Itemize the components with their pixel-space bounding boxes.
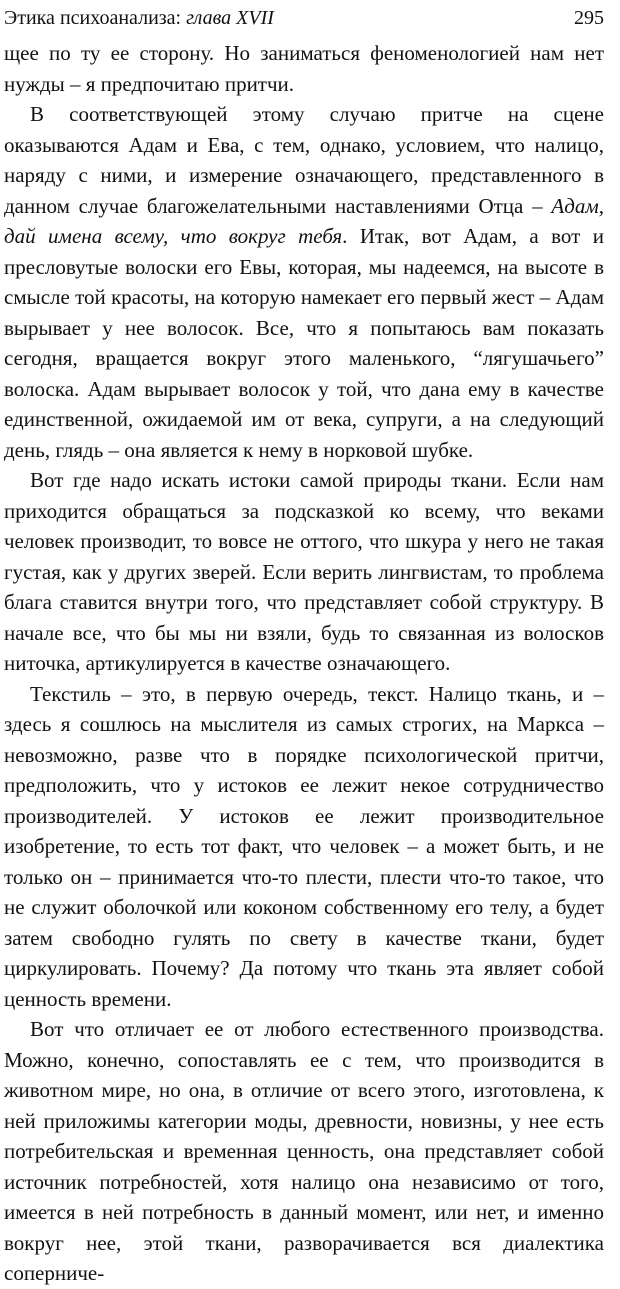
paragraph-4-text: Текстиль – это, в первую очередь, текст. Налицо ткань, и – здесь я сошлюсь на мыслителя из самых строгих, на Маркса – невозможно, разве что в порядке психологической притчи, предположить, что у истоков ее лежит некое сотрудничество производителей. У истоков ее лежит производительное изобретение, то есть тот факт, что человек – а может быть, и не только он – принимается что-то плести, плести что-то такое, что не служит оболочкой или коконом собственному его телу, а будет затем свободно гулять по свету в качестве ткани, будет циркулировать. Почему? Да потому что ткань эта являет собой ценность времени.	[4, 681, 604, 1011]
running-header	[4, 4, 604, 32]
page-number: 295	[574, 7, 604, 29]
book-title: Этика психоанализа:	[4, 7, 187, 29]
running-title	[4, 4, 274, 32]
paragraph-3-text: Вот где надо искать истоки самой природы ткани. Если нам приходится обращаться за подсказкой ко всему, что веками человек производит, то вовсе не оттого, что шкура у него не такая густая, как у других зверей. Если верить лингвистам, то проблема блага ставится внутри того, что представляет собой структуру. В начале все, что бы мы ни взяли, будь то связанная из волосков ниточка, артикулируется в качестве означающего.	[4, 468, 604, 675]
paragraph-2-text-end: . Итак, вот Адам, а вот и пресловутые волоски его Евы, которая, мы надеемся, на высоте в смысле той красоты, на которую намекает его первый жест – Адам вырывает у нее волосок. Все, что я попытаюсь вам показать сегодня, вращается вокруг этого маленького, “лягушачьего” волоска. Адам вырывает волосок у той, что дана ему в качестве единственной, ожидаемой им от века, супруги, а на следующий день, глядь – она является к нему в норковой шубке.	[4, 224, 604, 462]
chapter-label: глава XVII	[186, 7, 274, 29]
paragraph-1-text: щее по ту ее сторону. Но заниматься феноменологией нам нет нужды – я предпочитаю притчи.	[4, 41, 604, 96]
paragraph-4	[4, 679, 604, 1015]
paragraph-5-text: Вот что отличает ее от любого естественного производства. Можно, конечно, сопоставлять ее с тем, что производится в животном мире, но она, в отличие от всего этого, изготовлена, к ней приложимы категории моды, древности, новизны, у нее есть потребительская и временная ценность, она представляет собой источник потребностей, хотя налицо она независимо от того, имеется в ней потребность в данный момент, или нет, и именно вокруг нее, этой ткани, разворачивается вся диалектика соперниче-	[4, 1017, 604, 1285]
paragraph-2	[4, 99, 604, 465]
paragraph-5	[4, 1014, 604, 1289]
paragraph-2-quote: Адам, дай имена всему, что вокруг тебя	[4, 193, 604, 248]
body-text	[4, 38, 604, 1289]
paragraph-1	[4, 38, 604, 99]
paragraph-3	[4, 465, 604, 679]
paragraph-2-text-start: В соответствующей этому случаю притче на сцене оказываются Адам и Ева, с тем, однако, условием, что налицо, наряду с ними, и измерение означающего, представленного в данном случае благожелательными наставлениями Отца –	[4, 102, 604, 218]
